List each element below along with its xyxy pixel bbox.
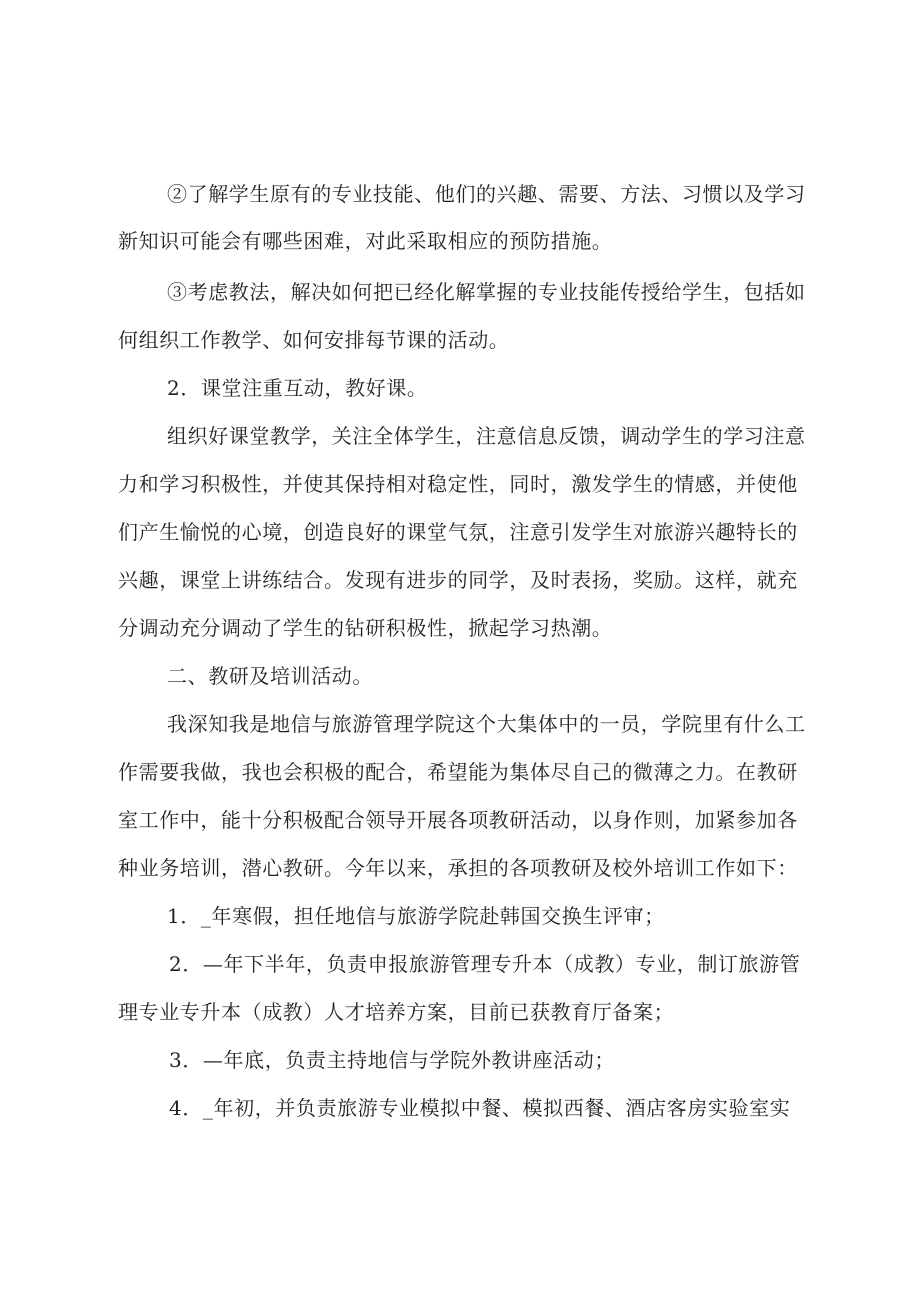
paragraph-line: 室工作中，能十分积极配合领导开展各项教研活动，以身作则，加紧参加各: [118, 808, 798, 832]
paragraph-line: 何组织工作教学、如何安排每节课的活动。: [118, 328, 510, 352]
list-item: 2．—年下半年，负责申报旅游管理专升本（成教）专业，制订旅游管: [169, 952, 801, 976]
paragraph-line: 新知识可能会有哪些困难，对此采取相应的预防措施。: [118, 229, 613, 253]
paragraph-line: ②了解学生原有的专业技能、他们的兴趣、需要、方法、习惯以及学习: [167, 182, 806, 206]
paragraph-line: 兴趣，课堂上讲练结合。发现有进步的同学，及时表扬，奖励。这样，就充: [118, 568, 798, 592]
paragraph-line: 种业务培训，潜心教研。今年以来，承担的各项教研及校外培训工作如下：: [118, 856, 798, 880]
list-item: 1．_年寒假，担任地信与旅游学院赴韩国交换生评审；: [167, 904, 665, 928]
list-item: 3．—年底，负责主持地信与学院外教讲座活动；: [169, 1048, 615, 1072]
paragraph-line: 我深知我是地信与旅游管理学院这个大集体中的一员，学院里有什么工: [167, 712, 806, 736]
paragraph-line: 力和学习积极性，并使其保持相对稳定性，同时，激发学生的情感，并使他: [118, 472, 798, 496]
paragraph-line: 理专业专升本（成教）人才培养方案，目前已获教育厅备案；: [118, 1000, 675, 1024]
subheading: 2．课堂注重互动，教好课。: [167, 376, 428, 400]
section-heading: 二、教研及培训活动。: [167, 664, 373, 688]
paragraph-line: 作需要我做，我也会积极的配合，希望能为集体尽自己的微薄之力。在教研: [118, 760, 798, 784]
paragraph-line: 分调动充分调动了学生的钻研积极性，掀起学习热潮。: [118, 616, 613, 640]
paragraph-line: 组织好课堂教学，关注全体学生，注意信息反馈，调动学生的学习注意: [167, 424, 806, 448]
paragraph-line: ③考虑教法，解决如何把已经化解掌握的专业技能传授给学生，包括如: [167, 280, 806, 304]
list-item: 4．_年初，并负责旅游专业模拟中餐、模拟西餐、酒店客房实验室实: [169, 1096, 791, 1120]
paragraph-line: 们产生愉悦的心境，创造良好的课堂气氛，注意引发学生对旅游兴趣特长的: [118, 520, 798, 544]
